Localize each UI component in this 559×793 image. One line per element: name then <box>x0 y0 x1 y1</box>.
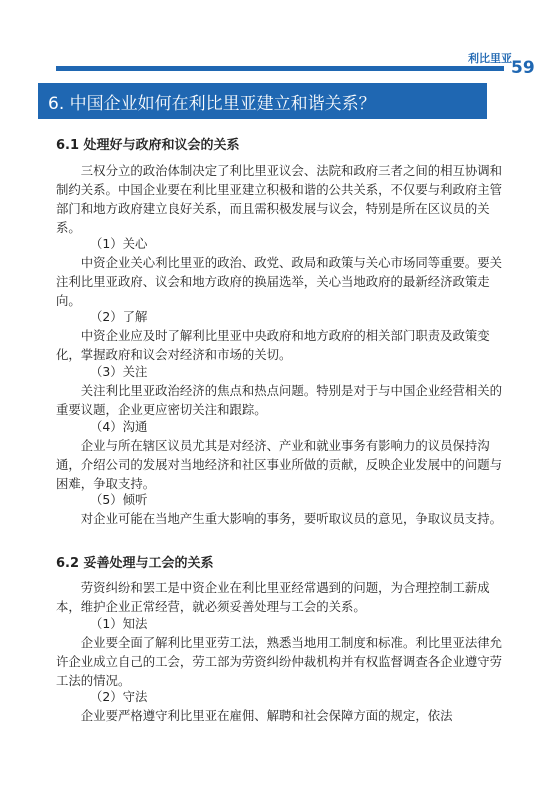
chapter-banner <box>38 83 487 119</box>
subheading-understand: （2）了解 <box>90 309 148 324</box>
chapter-title: 6. 中国企业如何在利比里亚建立和谐关系？ <box>48 94 376 114</box>
header-rule <box>56 66 504 71</box>
paragraph-listen: 对企业可能在当地产生重大影响的事务，要听取议员的意见，争取议员支持。 <box>80 511 503 526</box>
section-title-6-2: 6.2 妥善处理与工会的关系 <box>56 556 214 571</box>
page-number: 59 <box>511 58 535 78</box>
header-country-label: 利比里亚 <box>468 52 512 65</box>
paragraph-care: 中资企业关心利比里亚的政治、政党、政局和政策与关心市场同等重要。要关注利比里亚政府、议会和地方政府的换届选举，关心当地政府的最新经济政策走向。 <box>56 255 503 308</box>
section-intro-paragraph: 三权分立的政治体制决定了利比里亚议会、法院和政府三者之间的相互协调和制约关系。中国企业要在利比里亚建立积极和谐的公共关系，不仅要与利政府主管部门和地方政府建立良好关系，而且需积极发展与议会，特别是所在区议员的关系。 <box>56 163 503 235</box>
section-title-6-1: 6.1 处理好与政府和议会的关系 <box>56 138 240 153</box>
paragraph-obey-law: 企业要严格遵守利比里亚在雇佣、解聘和社会保障方面的规定，依法 <box>80 708 453 723</box>
paragraph-communicate: 企业与所在辖区议员尤其是对经济、产业和就业事务有影响力的议员保持沟通，介绍公司的发展对当地经济和社区事业所做的贡献，反映企业发展中的问题与困难，争取支持。 <box>56 438 503 491</box>
subheading-attention: （3）关注 <box>90 364 148 379</box>
subheading-obey-law: （2）守法 <box>90 689 148 704</box>
subheading-know-law: （1）知法 <box>90 616 148 631</box>
paragraph-know-law: 企业要全面了解利比里亚劳工法，熟悉当地用工制度和标准。利比里亚法律允许企业成立自己的工会，劳工部为劳资纠纷仲裁机构并有权监督调查各企业遵守劳工法的情况。 <box>56 635 503 688</box>
subheading-care: （1）关心 <box>90 236 148 251</box>
paragraph-attention: 关注利比里亚政治经济的焦点和热点问题。特别是对于与中国企业经营相关的重要议题，企业更应密切关注和跟踪。 <box>56 383 503 417</box>
section-intro-paragraph: 劳资纠纷和罢工是中资企业在利比里亚经常遇到的问题，为合理控制工薪成本，维护企业正常经营，就必须妥善处理与工会的关系。 <box>56 580 490 614</box>
paragraph-understand: 中资企业应及时了解利比里亚中央政府和地方政府的相关部门职责及政策变化，掌握政府和议会对经济和市场的关切。 <box>56 328 490 362</box>
subheading-communicate: （4）沟通 <box>90 419 148 434</box>
subheading-listen: （5）倾听 <box>90 492 148 507</box>
